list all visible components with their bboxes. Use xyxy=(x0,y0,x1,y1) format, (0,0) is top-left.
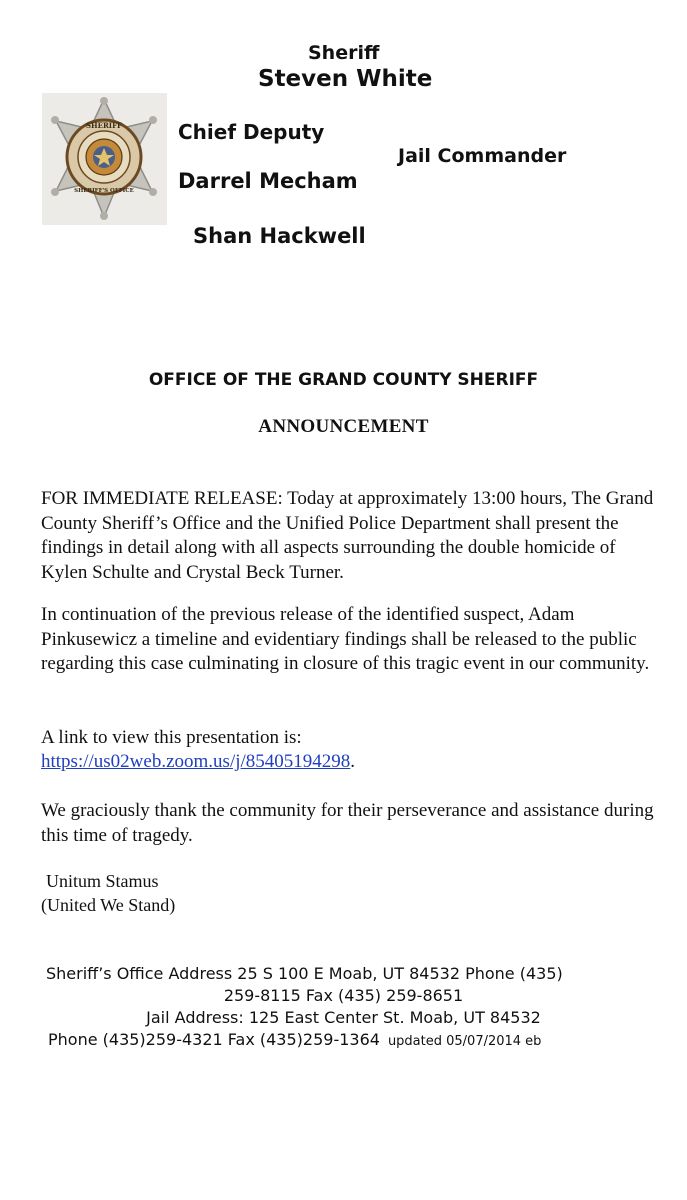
link-intro: A link to view this presentation is: xyxy=(41,727,302,748)
jail-commander-name: Shan Hackwell xyxy=(193,224,366,248)
link-trailing: . xyxy=(350,751,356,772)
footer-jail-phone-fax xyxy=(48,1030,541,1049)
sheriff-star-badge-icon xyxy=(42,93,167,225)
chief-deputy-title: Chief Deputy xyxy=(178,120,325,144)
footer-updated: updated 05/07/2014 eb xyxy=(387,1034,542,1049)
svg-text:SHERIFF'S OFFICE: SHERIFF'S OFFICE xyxy=(74,188,134,194)
office-heading: OFFICE OF THE GRAND COUNTY SHERIFF xyxy=(148,370,539,390)
jail-commander-title: Jail Commander xyxy=(398,145,567,167)
presentation-link-line xyxy=(41,750,355,775)
thanks-paragraph: We graciously thank the community for their perseverance and assistance during this time of tragedy. xyxy=(41,800,654,846)
footer-office-phone-fax: 259-8115 Fax (435) 259-8651 xyxy=(223,986,464,1005)
motto: Unitum Stamus xyxy=(46,871,159,891)
footer-office-address: Sheriff’s Office Address 25 S 100 E Moab, UT 84532 Phone (435) xyxy=(46,964,563,983)
chief-deputy-name: Darrel Mecham xyxy=(178,169,358,193)
motto-translation: (United We Stand) xyxy=(41,895,176,915)
footer-jail-contacts: Phone (435)259-4321 Fax (435)259-1364 xyxy=(48,1030,380,1049)
zoom-link[interactable]: https://us02web.zoom.us/j/85405194298 xyxy=(41,751,351,772)
sheriff-name: Steven White xyxy=(258,66,433,92)
svg-text:SHERIFF: SHERIFF xyxy=(85,121,123,130)
footer-jail-address: Jail Address: 125 East Center St. Moab, UT 84532 xyxy=(146,1008,541,1027)
release-paragraph: FOR IMMEDIATE RELEASE: Today at approximately 13:00 hours, The Grand County Sheriff’s Office and the Unified Police Department shall present the findings in detail along with all aspects surrounding the double homicide of Kylen Schulte and Crystal Beck Turner. xyxy=(41,488,654,583)
announcement-heading: ANNOUNCEMENT xyxy=(258,416,429,437)
sheriff-title: Sheriff xyxy=(308,42,380,64)
suspect-paragraph: In continuation of the previous release of the identified suspect, Adam Pinkusewicz a timeline and evidentiary findings shall be released to the public regarding this case culminating in closure of this tragic event in our community. xyxy=(41,604,650,674)
